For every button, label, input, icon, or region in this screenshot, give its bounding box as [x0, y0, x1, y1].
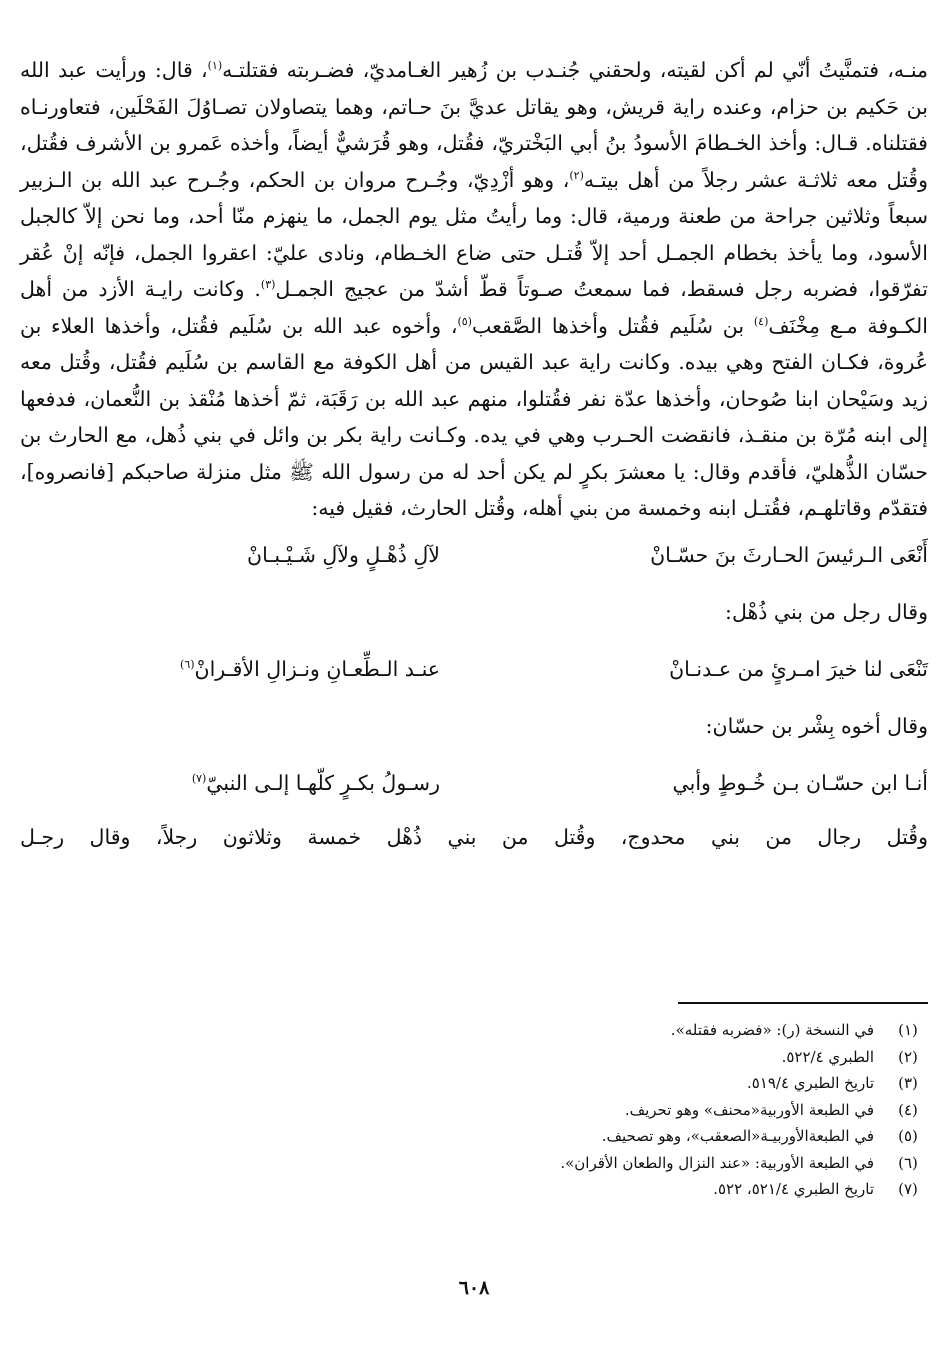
footnote-text: الطبري ٥٢٢/٤. [781, 1047, 874, 1066]
footnote-number: (٢) [898, 1047, 918, 1066]
verse-intro: وقال رجل من بني ذُهْل: [725, 599, 928, 624]
footnote-item [20, 1150, 928, 1177]
footnote-number: (١) [898, 1021, 918, 1039]
footnotes-list [20, 1017, 928, 1203]
footnote-text: في الطبعة الأوربية«محنف» وهو تحريف. [624, 1100, 874, 1119]
footnote-reference: (٢) [569, 168, 584, 182]
footnote-item [20, 1123, 928, 1150]
verse-intro: وقال أخوه بِشْر بن حسّان: [705, 713, 928, 738]
footnote-number: (٥) [898, 1127, 918, 1145]
footnote-number: (٣) [898, 1074, 918, 1092]
verse-first-hemistich: أَنْعَى الـرئيسَ الحـارثَ بنَ حسّـانْ [650, 542, 928, 567]
page-number: ٦٠٨ [458, 1277, 490, 1299]
footnote-reference: (٥) [457, 314, 472, 328]
footnote-text: تاريخ الطبري ٥١٩/٤. [746, 1074, 874, 1092]
footnote-number: (٦) [898, 1153, 918, 1172]
hemistich-text: عنـد الـطِّعـانِ ونـزالِ الأقـرانْ [194, 656, 440, 681]
footnote-item [20, 1070, 928, 1097]
footnote-reference: (٣) [260, 278, 276, 292]
paragraph-segment: ، قال: ورأيت عبد الله بن حَكيم بن حزام، وعنده راية قريش، وهو يقاتل عديَّ بنَ حـاتم، وهما يتصاولان تصـاوُلَ الفَحْلَين، فتعاورنـاه فقتلناه. قـال: وأخذ الخـطامَ الأسودُ بنُ أبي البَخْتريّ، فقُتل، وهو قُرَشيٌّ أيضاً، وأخذه عَمرو بن الأشرف فقُتل، وقُتل معه ثلاثـة عشر رجلاً من أهل بيتـه [20, 58, 928, 192]
paragraph-segment: ، وهو أزْدِيّ، وجُـرح مروان بن الحكم، وجُـرح عبد الله بن الـزبير سبعاً وثلاثين جراحة من طعنة ورمية، قال: وما رأيتُ مثل يوم الجمل، ما ينهزم منّا أحد، وما نحن إلاّ كالجبل الأسود، وما يأخذ بخطام الجمـل أحد إلاّ قُتـل حتى ضاع الخـطام، ونادى عليّ: اعقروا الجمل، فإنّه إنْ عُقر تفرّقوا، فضربه رجل فسقط، فما سمعتُ صـوتاً قطّ أشدّ من عجيج الجمـل [20, 167, 928, 301]
footnote-text: في الطبعةالأوربيـة«الصعقب»، وهو تصحيف. [601, 1127, 874, 1145]
paragraph-segment: منـه، فتمنَّيتُ أنّي لم أكن لقيته، ولحقني جُنـدب بن زُهير الغـامديّ، فضـربته فقتلتـه [222, 58, 928, 82]
footnote-divider [678, 1002, 928, 1004]
footnote-item [20, 1176, 928, 1203]
verse-first-hemistich: تَنْعَى لنا خيرَ امـرئٍ من عـدنـانْ [669, 656, 928, 681]
footnote-text: تاريخ الطبري ٥٢١/٤، ٥٢٢. [713, 1180, 874, 1198]
paragraph-segment: بن سُلَيم فقُتل وأخذها الصَّقعب [471, 313, 754, 338]
footnote-item [20, 1044, 928, 1071]
footnote-text: في الطبعة الأوربية: «عند النزال والطعان الأقران». [560, 1153, 874, 1172]
verse-line [20, 527, 928, 584]
main-paragraph [20, 52, 928, 527]
paragraph-segment: ، وأخوه عبد الله بن سُلَيم فقُتل، وأخذها العلاء بن عُروة، فكـان الفتح وهي بيده. وكانت راية عبد القيس من أهل الكوفة مع القاسم بن سُلَيم فقُتل، وقُتل معه زيد وسَيْحان ابنا صُوحان، وأخذها عدّة نفر فقُتلوا، منهم عبد الله بن رَقَبَة، ثمّ أخذها مُنْقذ بن النُّعمان، فدفعها إلى ابنه مُرّة بن منقـذ، فانقضت الحـرب وهي في يده. وكـانت راية بكر بن وائل في بني ذُهل، مع الحارث بن حسّان الذُّهليّ، فأقدم وقال: يا معشرَ بكرٍ لم يكن أحد له من رسول الله ﷺ مثل منزلة صاحبكم [فانصروه]، فتقدّم وقاتلهـم، فقُتـل ابنه وخمسة من بني أهله، وقُتل الحارث، فقيل فيه: [20, 313, 928, 520]
footnote-text: في النسخة (ر): «فضربه فقتله». [670, 1021, 874, 1039]
footnote-item [20, 1017, 928, 1044]
footnote-reference: (٦) [180, 657, 195, 671]
footnote-reference: (٧) [191, 771, 207, 785]
verse-line [20, 755, 928, 812]
verse-second-hemistich [100, 755, 440, 812]
hemistich-text: رسـولُ بكـرٍ كلّهـا إلـى النبيّ [206, 770, 440, 795]
verse-line [20, 641, 928, 698]
verse-first-hemistich: أنـا ابن حسّـان بـن خُـوطٍ وأبي [672, 770, 928, 795]
footnote-number: (٤) [898, 1100, 918, 1119]
verse-second-hemistich: لآلِ ذُهْـلٍ ولآلِ شَـيْـبـانْ [247, 542, 440, 567]
paragraph-segment: . وكانت رايـة الأزد من أهل الكـوفة مـع مِخْنَف [20, 277, 929, 338]
footnote-item [20, 1097, 928, 1124]
continuation-line: وقُتل رجال من بني محدوج، وقُتل من بني ذُهْل خمسة وثلاثون رجلاً، وقال رجـل [20, 824, 928, 849]
footnote-reference: (٤) [753, 314, 769, 328]
book-page [20, 52, 928, 1352]
verse-second-hemistich [100, 641, 440, 698]
footnote-reference: (١) [207, 59, 223, 73]
footnote-number: (٧) [898, 1180, 918, 1198]
